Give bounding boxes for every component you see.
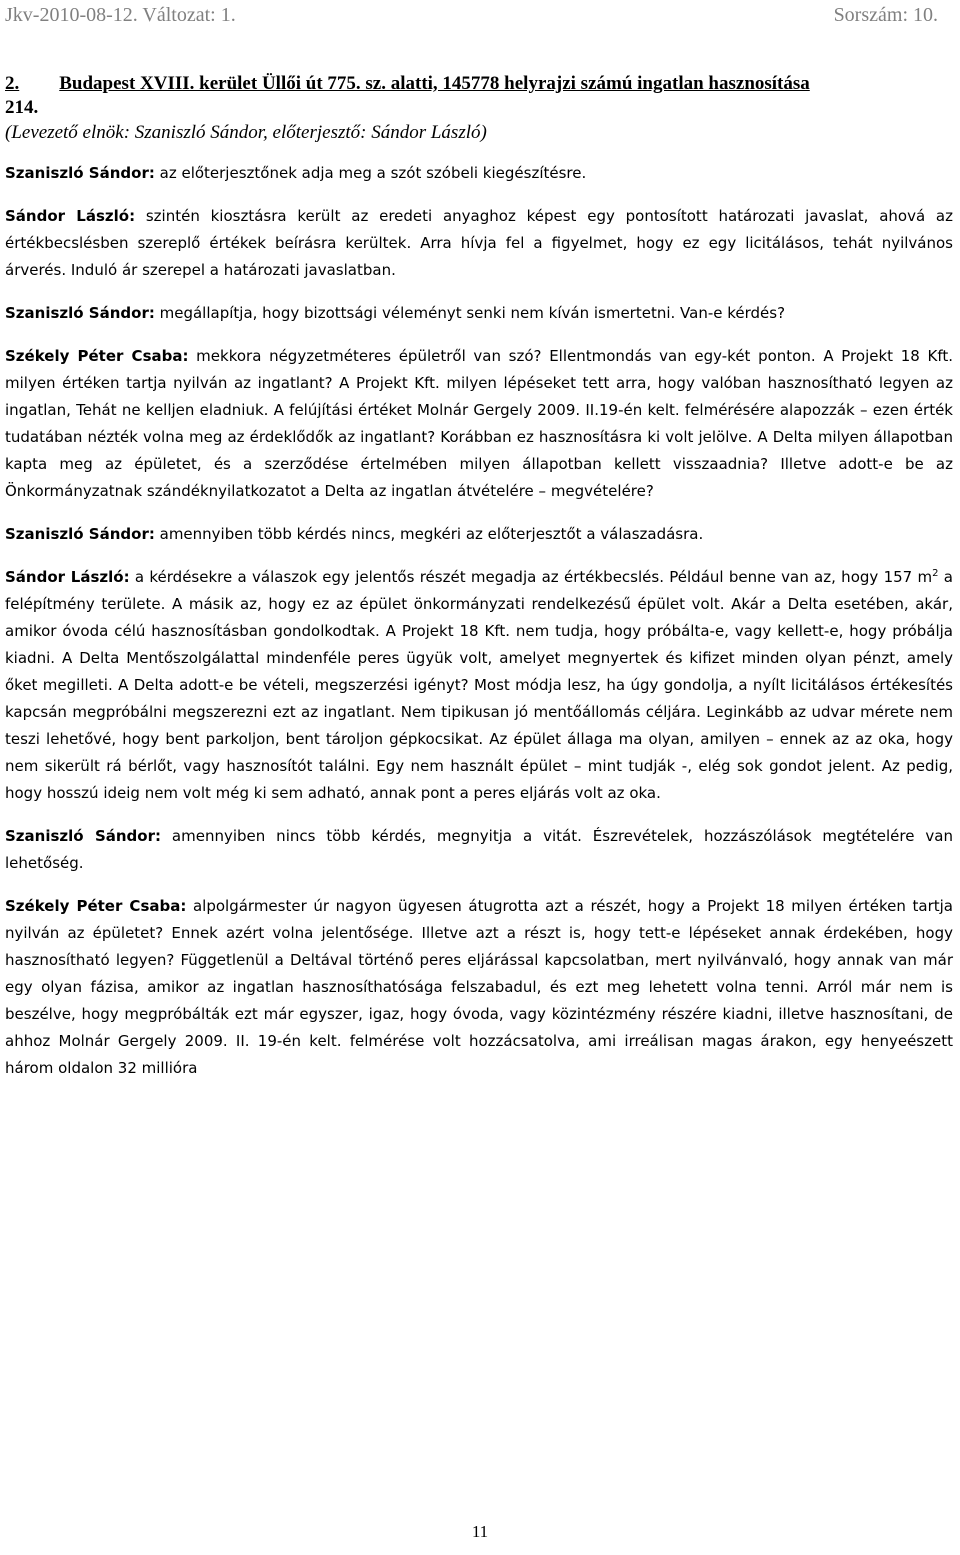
paragraph: [5, 564, 953, 807]
paragraph-text: mekkora négyzetméteres épületről van szó? Ellentmondás van egy-két ponton. A Projekt 18 Kft. milyen értéken tartja nyilván az ingatlant? A Projekt Kft. milyen lépéseket tett arra, hogy valóban hasznosítható legyen az ingatlan, Tehát ne kelljen eladniuk. A felújítási értéket Molnár Gergely 2009. II.19-én kelt. felmérésére alapozzák – ezen érték tudatában nézték volna meg az érdeklődők az ingatlant? Korábban ez hasznosításra ki volt jelölve. A Delta milyen állapotban kapta meg az épületet, és a szerződése értelmében milyen állapotban kellett visszaadnia? Illetve adott-e be az Önkormányzatnak szándéknyilatkozatot a Delta az ingatlan átvételére – megvételére?: [5, 347, 953, 500]
paragraph-text: megállapítja, hogy bizottsági véleményt senki nem kíván ismertetni. Van-e kérdés?: [154, 304, 786, 322]
document-serial: Sorszám: 10.: [833, 4, 938, 26]
document-version: Jkv-2010-08-12. Változat: 1.: [5, 4, 236, 26]
paragraph: [5, 823, 953, 877]
paragraph-text: amennyiben nincs több kérdés, megnyitja a vitát. Észrevételek, hozzászólások megtételére van lehetőség.: [5, 827, 953, 872]
paragraph: [5, 300, 953, 327]
paragraph-text: alpolgármester úr nagyon ügyesen átugrotta azt a részét, hogy a Projekt 18 milyen értéken tartja nyilván az épületet? Ennek azért volna jelentősége. Illetve azt a részt is, hogy tett-e lépéseket annak érdekében, hogy hasznosítható legyen? Függetlenül a Deltával történő peres eljárással kapcsolatban, mert nyilvánvaló, hogy annak van már egy olyan fázisa, amikor az ingatlan hasznosíthatósága felszabadul, és ezt meg lehetett volna tenni. Arról már nem is beszélve, hogy megpróbálták ezt már egyszer, igaz, hogy óvoda, vagy közintézmény részére kiadni, illetve hasznosítani, de ahhoz Molnár Gergely 2009. II. 19-én kelt. felmérése volt hozzácsatolva, ami irreálisan magas árakon, egy henyeészett három oldalon 32 millióra: [5, 897, 953, 1077]
speaker-name: Székely Péter Csaba:: [5, 897, 187, 915]
agenda-title: [5, 72, 953, 96]
paragraph-text: az előterjesztőnek adja meg a szót szóbeli kiegészítésre.: [154, 164, 587, 182]
superscript-exponent: 2: [932, 568, 939, 579]
paragraph-text: a felépítmény területe. A másik az, hogy ez az épület önkormányzati rendelkezésű épület volt. Akár a Delta esetében, akár, amikor óvoda célú hasznosításban gondolkodtak. A Projekt 18 Kft. nem tudja, hogy próbálta-e, vagy kellett-e, hogy próbálja kiadni. A Delta Mentőszolgálattal mindenféle peres ügyük volt, amelyet megnyertek és kifizet minden olyan pénzt, amely őket megilleti. A Delta adott-e be vételi, megszerzési igényt? Most módja lesz, ha úgy gondolja, a nyílt licitálásos értékesítés kapcsán megpróbálni megszerezni ezt az ingatlant. Nem tipikusan jó mentőállomás céljára. Leginkább az udvar mérete nem teszi lehetővé, hogy bent parkoljon, bent tároljon gépkocsikat. Az épület állaga ma olyan, amilyen – ennek az az oka, hogy nem sikerült rá bérlőt, vagy hasznosítót találni. Egy nem használt épület – mint tudják -, elég sok gondot jelent. Az pedig, hogy hosszú ideig nem volt még ki sem adható, annak pont a peres eljárás volt az oka.: [5, 568, 953, 802]
speaker-name: Szaniszló Sándor:: [5, 164, 155, 182]
paragraph: [5, 893, 953, 1082]
document-body: [5, 72, 953, 1098]
paragraph: [5, 160, 953, 187]
page-header: [5, 0, 952, 34]
agenda-chair: (Levezető elnök: Szaniszló Sándor, előterjesztő: Sándor László): [5, 122, 487, 143]
paragraph-text: a kérdésekre a válaszok egy jelentős részét megadja az értékbecslés. Például benne van az, hogy 157 m: [129, 568, 933, 586]
speaker-name: Szaniszló Sándor:: [5, 304, 155, 322]
speaker-name: Sándor László:: [5, 207, 136, 225]
page-number: 11: [471, 1522, 489, 1541]
agenda-ref: 214.: [5, 97, 39, 118]
paragraph: [5, 343, 953, 505]
speaker-name: Sándor László:: [5, 568, 130, 586]
speaker-name: Székely Péter Csaba:: [5, 347, 189, 365]
agenda-title-text: Budapest XVIII. kerület Üllői út 775. sz. alatti, 145778 helyrajzi számú ingatlan hasznosítása: [59, 73, 810, 94]
paragraph-text: szintén kiosztásra került az eredeti anyaghoz képest egy pontosított határozati javaslat, ahová az értékbecslésben szereplő értékek beírásra kerültek. Arra hívja fel a figyelmet, hogy ez egy licitálásos, tehát nyilvános árverés. Induló ár szerepel a határozati javaslatban.: [5, 207, 953, 279]
speaker-name: Szaniszló Sándor:: [5, 525, 155, 543]
paragraph-text: amennyiben több kérdés nincs, megkéri az előterjesztőt a válaszadásra.: [154, 525, 704, 543]
speaker-name: Szaniszló Sándor:: [5, 827, 161, 845]
paragraph: [5, 203, 953, 284]
agenda-number: 2.: [5, 73, 20, 94]
paragraph: [5, 521, 953, 548]
